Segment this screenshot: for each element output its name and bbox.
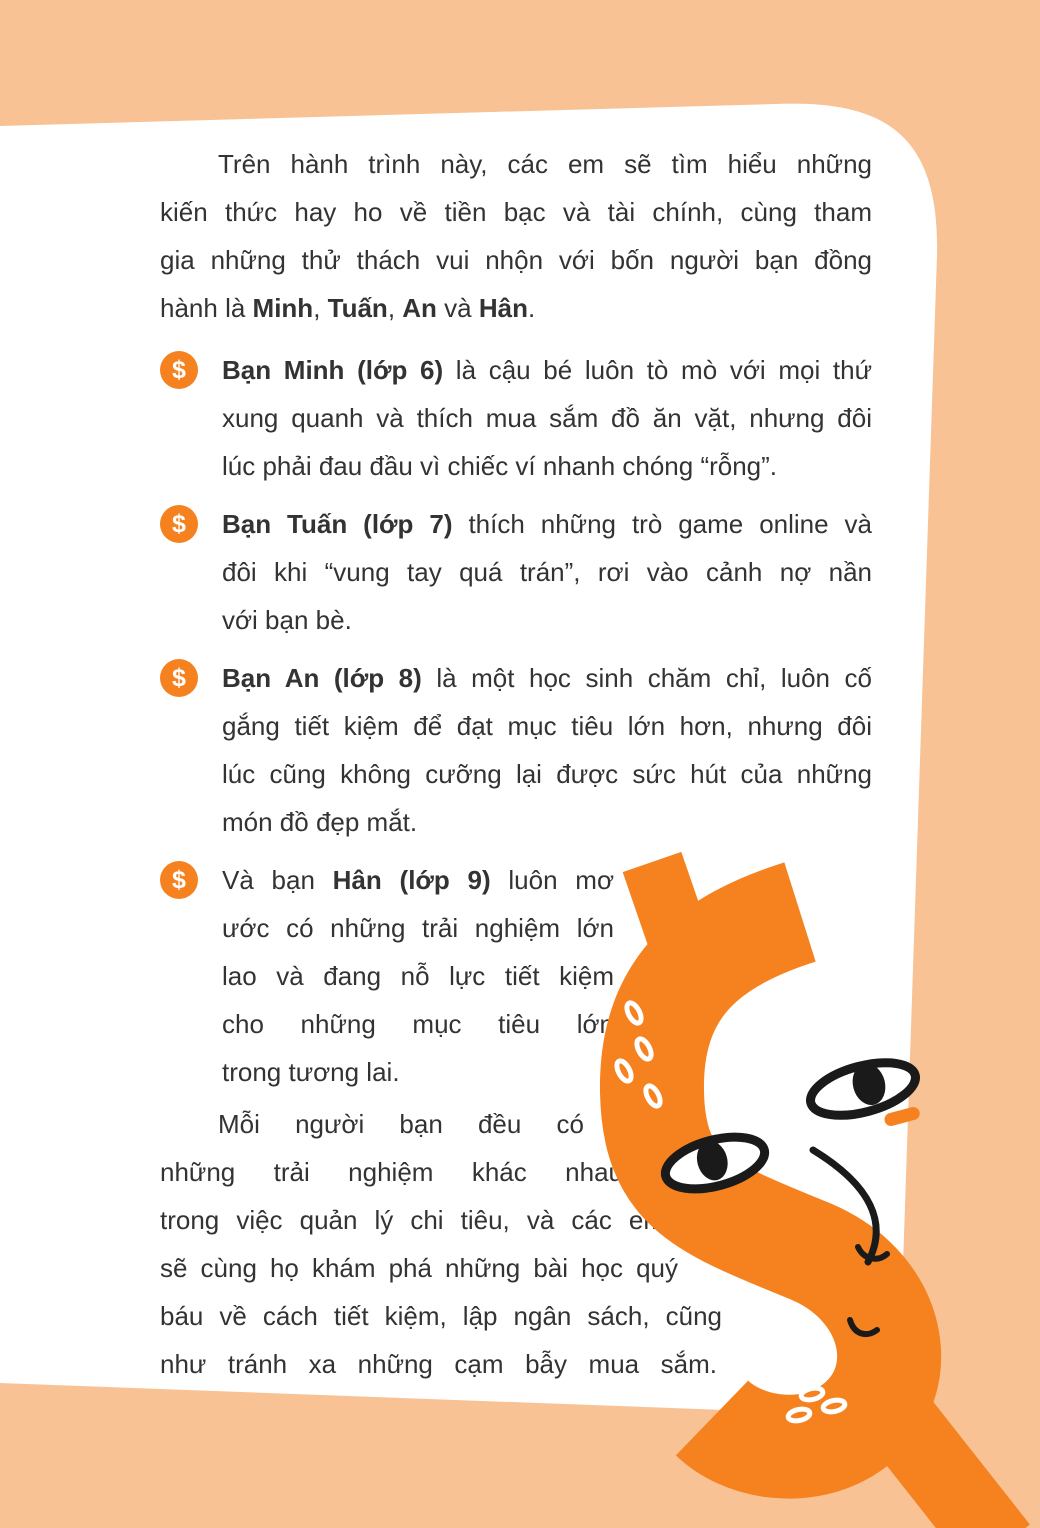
text-line: Bạn Minh (lớp 6) là cậu bé luôn tò mò với mọi thứ	[222, 355, 872, 385]
text-line: Bạn Tuấn (lớp 7) thích những trò game online và	[222, 509, 872, 539]
bullet-text	[222, 500, 872, 644]
text-line: Trên hành trình này, các em sẽ tìm hiểu những	[218, 149, 872, 179]
text-line: hành là Minh, Tuấn, An và Hân.	[160, 293, 536, 323]
outro-paragraph	[160, 1100, 872, 1388]
text-line: trong việc quản lý chi tiêu, và các em	[160, 1205, 665, 1235]
text-line: như tránh xa những cạm bẫy mua sắm.	[160, 1349, 717, 1379]
text-line: những trải nghiệm khác nhau	[160, 1157, 623, 1187]
bullet-icon-column	[160, 654, 222, 846]
dollar-bullet-icon: $	[160, 505, 198, 543]
text-line: trong tương lai.	[222, 1057, 400, 1087]
text-line: báu về cách tiết kiệm, lập ngân sách, cũng	[160, 1301, 722, 1331]
text-line: lúc phải đau đầu vì chiếc ví nhanh chóng “rỗng”.	[222, 451, 778, 481]
bullet-icon-column	[160, 500, 222, 644]
text-line: với bạn bè.	[222, 605, 352, 635]
text-line: lao và đang nỗ lực tiết kiệm	[222, 961, 614, 991]
text-line: món đồ đẹp mắt.	[222, 807, 418, 837]
text-line: ước có những trải nghiệm lớn	[222, 913, 614, 943]
text-line: Và bạn Hân (lớp 9) luôn mơ	[222, 865, 614, 895]
text-line: cho những mục tiêu lớn	[222, 1009, 614, 1039]
text-line: gắng tiết kiệm để đạt mục tiêu lớn hơn, nhưng đôi	[222, 711, 872, 741]
dollar-bullet-icon: $	[160, 351, 198, 389]
bullet-text	[222, 856, 614, 1096]
text-line: kiến thức hay ho về tiền bạc và tài chính, cùng tham	[160, 197, 872, 227]
page-text	[160, 140, 872, 1388]
bullet-icon-column	[160, 856, 222, 1096]
text-line: lúc cũng không cưỡng lại được sức hút của những	[222, 759, 872, 789]
bullet-text	[222, 346, 872, 490]
dollar-bullet-icon: $	[160, 659, 198, 697]
text-line: sẽ cùng họ khám phá những bài học quý	[160, 1253, 678, 1283]
bullet-icon-column	[160, 346, 222, 490]
text-line: xung quanh và thích mua sắm đồ ăn vặt, nhưng đôi	[222, 403, 872, 433]
bullet-item-han	[160, 856, 872, 1096]
bullet-item-minh	[160, 346, 872, 490]
bullet-item-tuan	[160, 500, 872, 644]
text-line: Bạn An (lớp 8) là một học sinh chăm chỉ, luôn cố	[222, 663, 872, 693]
bullet-text	[222, 654, 872, 846]
bullet-item-an	[160, 654, 872, 846]
text-line: gia những thử thách vui nhộn với bốn người bạn đồng	[160, 245, 872, 275]
text-line: Mỗi người bạn đều có	[218, 1109, 584, 1139]
dollar-bullet-icon: $	[160, 861, 198, 899]
text-line: đôi khi “vung tay quá trán”, rơi vào cảnh nợ nần	[222, 557, 872, 587]
intro-paragraph	[160, 140, 872, 332]
